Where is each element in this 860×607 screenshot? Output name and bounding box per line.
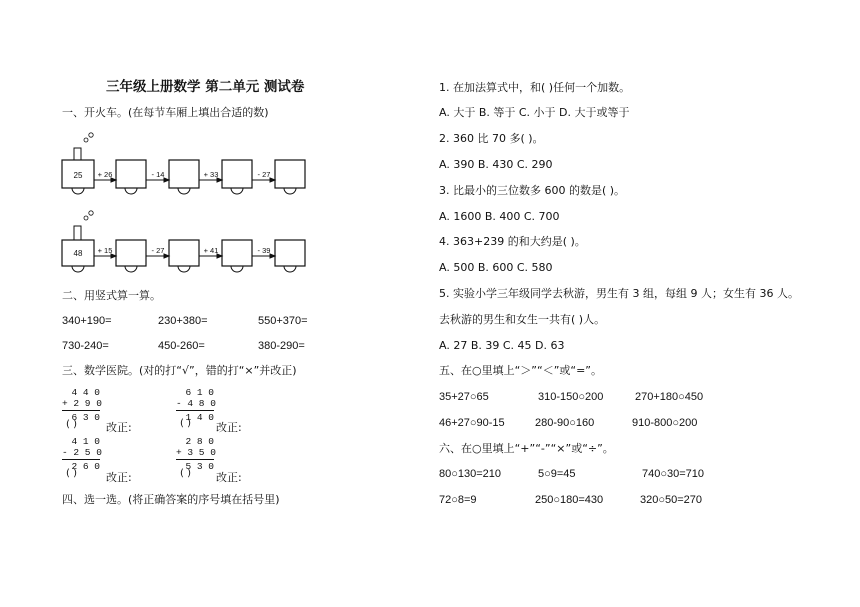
question-3-options: A. 1600 B. 400 C. 700 (439, 210, 560, 223)
train-1 (62, 130, 322, 192)
operator-item: 250○180=430 (535, 494, 604, 506)
question-4: 4. 363+239 的和大约是( )。 (439, 235, 586, 248)
calc-line (176, 410, 214, 411)
train-2-op-3: + 41 (203, 246, 219, 255)
train-1-op-1: + 26 (97, 170, 113, 179)
train-1-op-4: - 27 (257, 170, 271, 179)
calc-item: 450-260= (158, 340, 205, 352)
correction-label: 改正: (106, 421, 132, 434)
answer-paren[interactable]: ( ) (66, 419, 77, 430)
question-5: 5. 实验小学三年级同学去秋游，男生有 3 组，每组 9 人；女生有 36 人。 (439, 287, 799, 300)
section2-heading: 二、用竖式算一算。 (62, 289, 161, 302)
section1-heading: 一、开火车。(在每节车厢上填出合适的数) (62, 106, 269, 119)
calc-item: 340+190= (62, 315, 112, 327)
answer-paren[interactable]: ( ) (66, 468, 77, 479)
calc-mid: - 4 8 0 (176, 398, 216, 409)
calc-item: 380-290= (258, 340, 305, 352)
compare-item: 46+27○90-15 (439, 417, 505, 429)
calc-line (62, 410, 100, 411)
operator-item: 80○130=210 (439, 468, 502, 480)
question-5-options: A. 27 B. 39 C. 45 D. 63 (439, 339, 565, 352)
calc-item: 730-240= (62, 340, 109, 352)
section5-heading: 五、在○里填上“＞”“＜”或“=”。 (439, 364, 603, 377)
correction-label: 改正: (216, 421, 242, 434)
answer-paren[interactable]: ( ) (180, 468, 191, 479)
question-2-options: A. 390 B. 430 C. 290 (439, 158, 553, 171)
compare-item: 35+27○65 (439, 391, 489, 403)
section3-heading: 三、数学医院。(对的打“√”，错的打“×”并改正) (62, 364, 297, 377)
answer-paren[interactable]: ( ) (180, 418, 191, 429)
operator-item: 320○50=270 (640, 494, 703, 506)
train-1-op-3: + 33 (203, 170, 219, 179)
calc-mid: + 2 9 0 (62, 398, 102, 409)
question-1-options: A. 大于 B. 等于 C. 小于 D. 大于或等于 (439, 106, 630, 119)
calc-item: 550+370= (258, 315, 308, 327)
calc-top: 6 1 0 (185, 387, 214, 398)
compare-item: 280-90○160 (535, 417, 595, 429)
compare-item: 270+180○450 (635, 391, 704, 403)
calc-mid: + 3 5 0 (176, 447, 216, 458)
train-2-op-4: - 39 (257, 246, 271, 255)
operator-item: 5○9=45 (538, 468, 576, 480)
correction-label: 改正: (106, 471, 132, 484)
question-5-line2: 去秋游的男生和女生一共有( )人。 (439, 313, 606, 326)
train-2-start: 48 (73, 249, 83, 258)
calc-result: 5 3 0 (185, 461, 214, 472)
train-2 (62, 208, 322, 270)
train-2-op-1: + 15 (97, 246, 113, 255)
question-1: 1. 在加法算式中，和( )任何一个加数。 (439, 81, 631, 94)
question-3: 3. 比最小的三位数多 600 的数是( )。 (439, 184, 626, 197)
calc-mid: - 2 5 0 (62, 447, 102, 458)
question-4-options: A. 500 B. 600 C. 580 (439, 261, 553, 274)
section6-heading: 六、在○里填上“+”“-”“×”或“÷”。 (439, 442, 614, 455)
calc-top: 4 1 0 (71, 436, 100, 447)
train-2-op-2: - 27 (151, 246, 165, 255)
train-1-op-2: - 14 (151, 170, 165, 179)
compare-item: 310-150○200 (538, 391, 604, 403)
calc-result: 6 3 0 (71, 412, 100, 423)
calc-line (176, 459, 214, 460)
operator-item: 740○30=710 (642, 468, 705, 480)
calc-result: 1 4 0 (185, 412, 214, 423)
correction-label: 改正: (216, 471, 242, 484)
question-2: 2. 360 比 70 多( )。 (439, 132, 544, 145)
calc-top: 4 4 0 (71, 387, 100, 398)
calc-item: 230+380= (158, 315, 208, 327)
train-1-start: 25 (73, 171, 83, 180)
section4-heading: 四、选一选。(将正确答案的序号填在括号里) (62, 493, 280, 506)
operator-item: 72○8=9 (439, 494, 477, 506)
calc-line (62, 459, 100, 460)
compare-item: 910-800○200 (632, 417, 698, 429)
calc-top: 2 8 0 (185, 436, 214, 447)
calc-result: 2 6 0 (71, 461, 100, 472)
page-title: 三年级上册数学 第二单元 测试卷 (106, 79, 305, 95)
